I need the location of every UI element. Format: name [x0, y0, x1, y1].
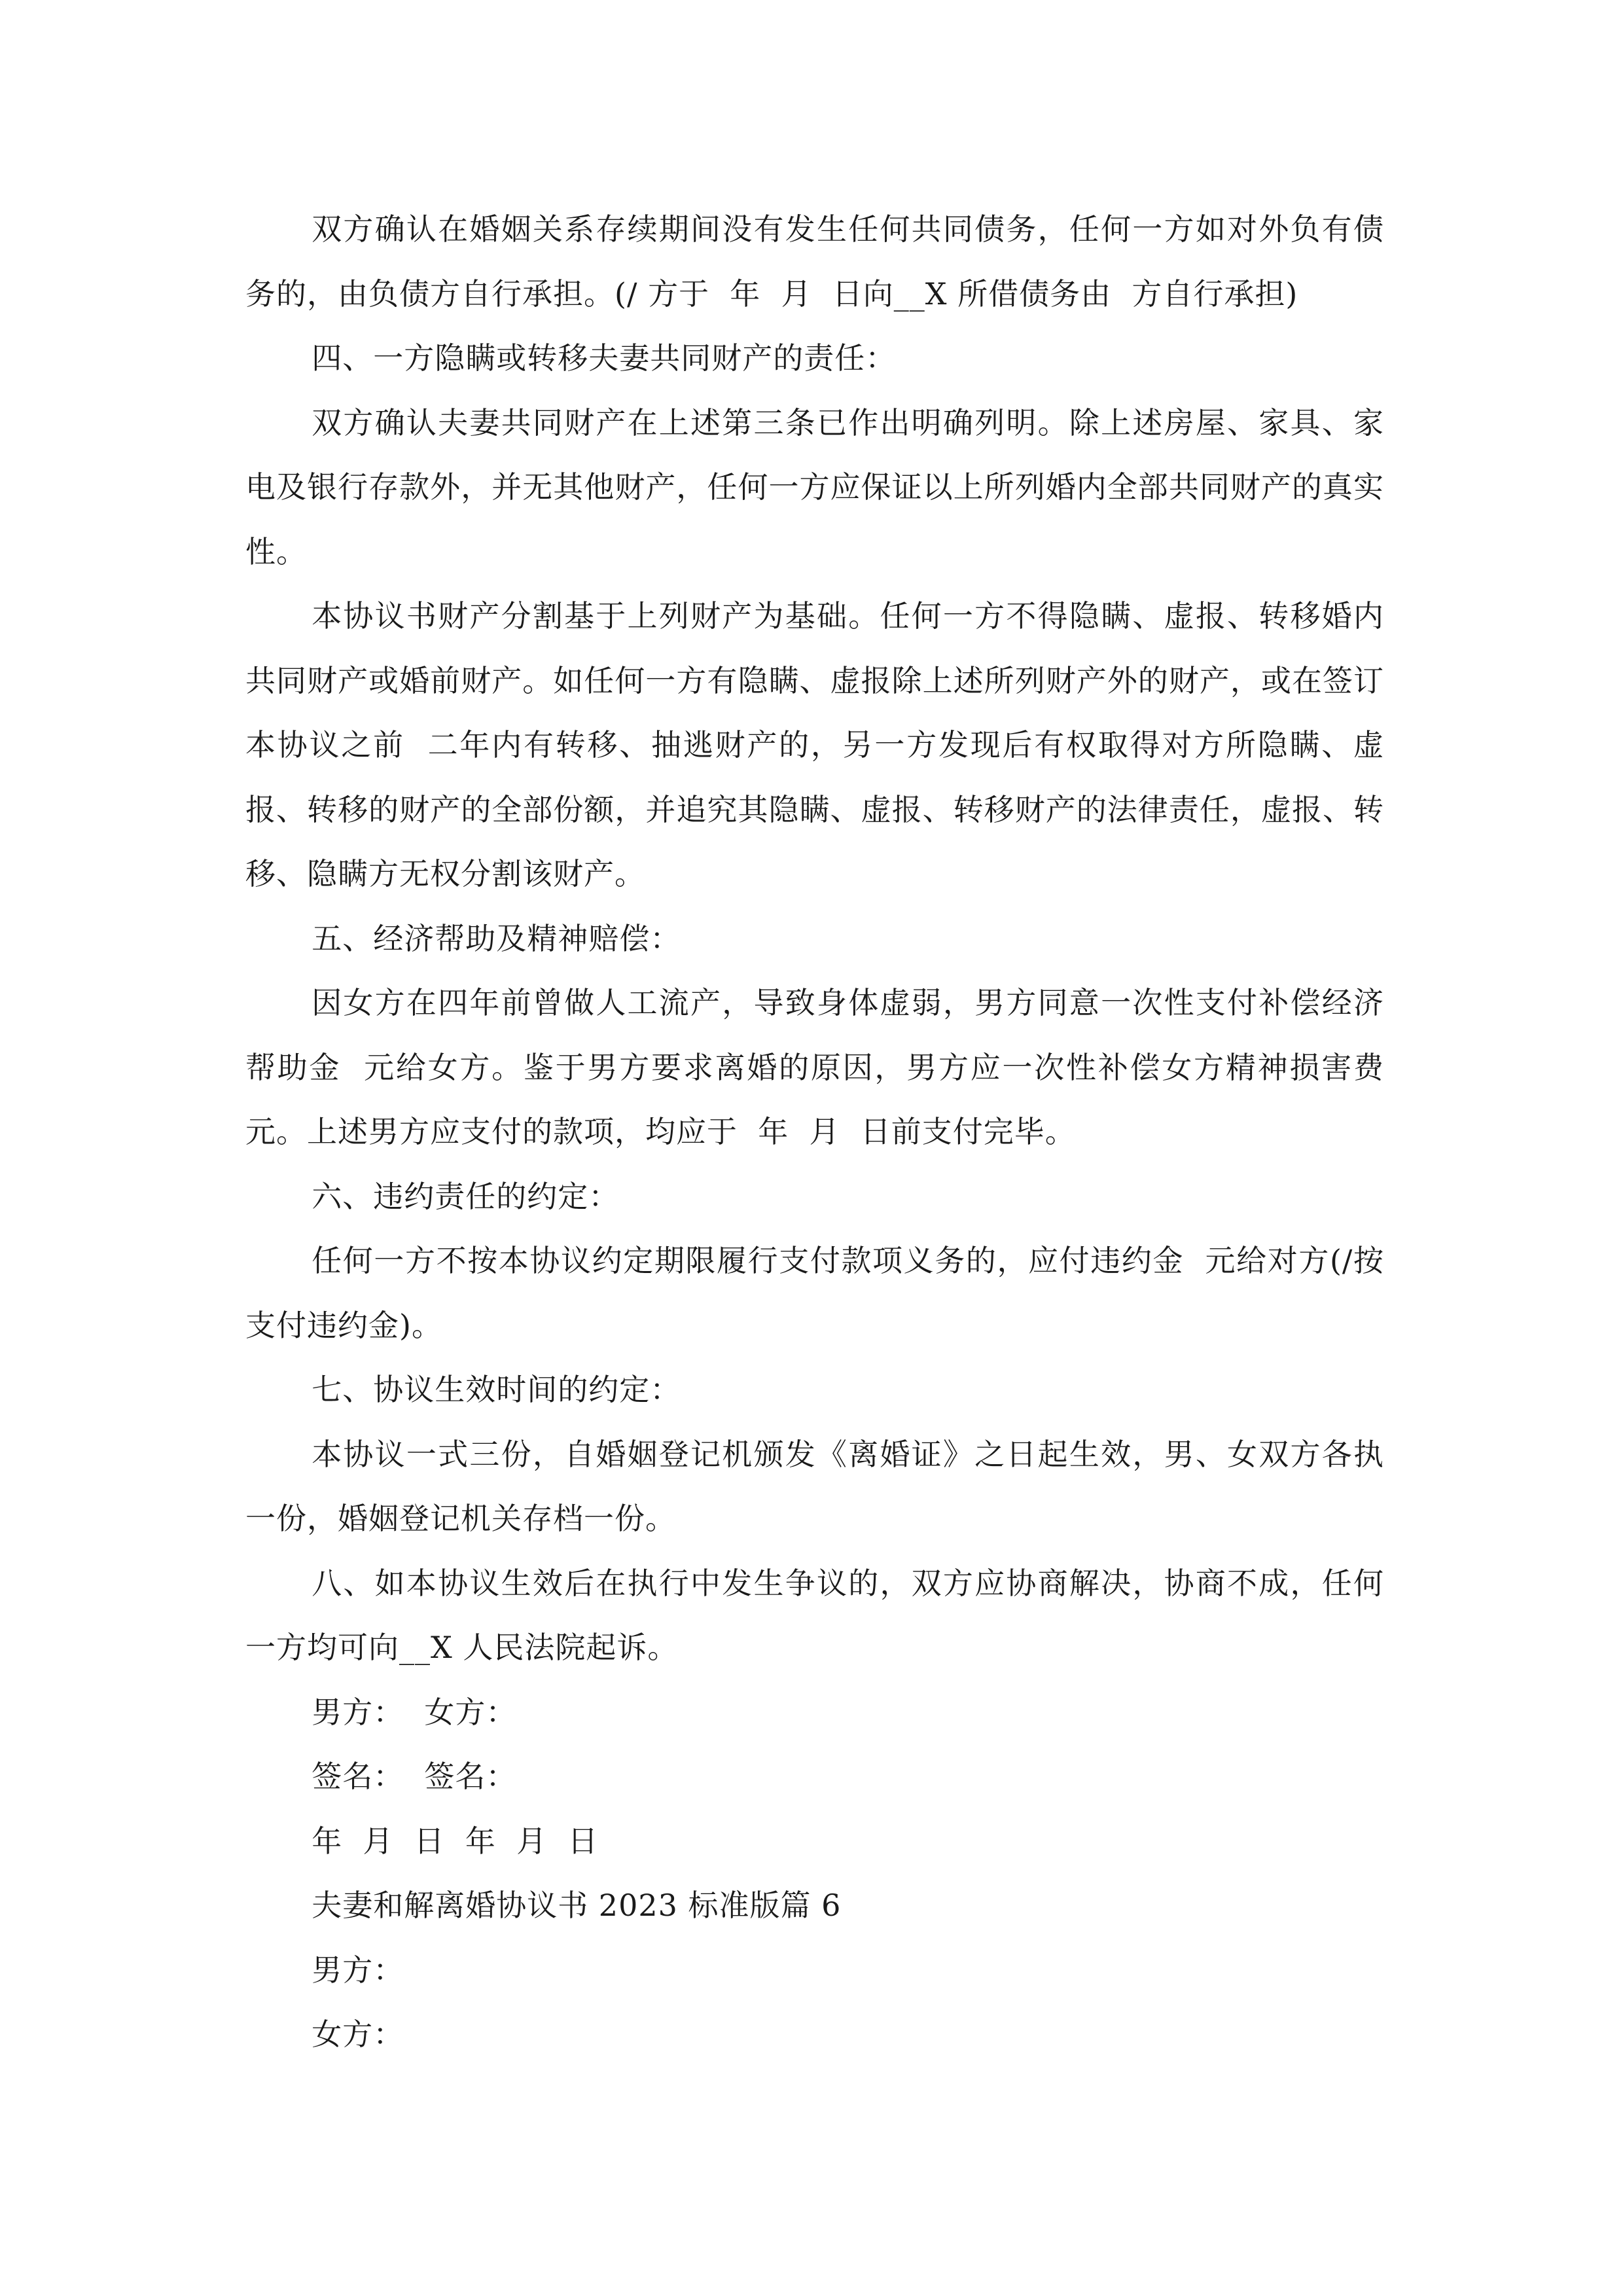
section-heading-4: 四、一方隐瞒或转移夫妻共同财产的责任： [312, 340, 897, 376]
next-agreement-male-party: 男方： [312, 1952, 404, 1988]
paragraph-compensation: 因女方在四年前曾做人工流产，导致身体虚弱，男方同意一次性支付补偿经济帮助金 元给女方。鉴于男方要求离婚的原因，男方应一次性补偿女方精神损害费 元。上述男方应支付的款项，均应于 年 月 日前支付完毕。 [245, 985, 1405, 1149]
section-heading-7: 七、协议生效时间的约定： [312, 1372, 681, 1407]
next-agreement-female-party: 女方： [312, 2017, 404, 2052]
paragraph-dispute: 八、如本协议生效后在执行中发生争议的，双方应协商解决，协商不成，任何一方均可向__X 人民法院起诉。 [245, 1565, 1384, 1665]
document-body [245, 197, 1405, 2067]
paragraph-property-confirmation: 双方确认夫妻共同财产在上述第三条已作出明确列明。除上述房屋、家具、家电及银行存款外，并无其他财产，任何一方应保证以上所列婚内全部共同财产的真实性。 [245, 404, 1384, 569]
signature-parties-line: 男方： 女方： [312, 1694, 517, 1730]
section-heading-6: 六、违约责任的约定： [312, 1178, 620, 1214]
paragraph-liability: 任何一方不按本协议约定期限履行支付款项义务的，应付违约金 元给对方(/按 支付违约金)。 [245, 1243, 1405, 1343]
paragraph-effective-time: 本协议一式三份，自婚姻登记机颁发《离婚证》之日起生效，男、女双方各执一份，婚姻登记机关存档一份。 [245, 1436, 1384, 1536]
next-agreement-title: 夫妻和解离婚协议书 2023 标准版篇 6 [312, 1888, 842, 1923]
paragraph-debt-confirmation: 双方确认在婚姻关系存续期间没有发生任何共同债务，任何一方如对外负有债务的，由负债方自行承担。(/ 方于 年 月 日向__X 所借债务由 方自行承担) [245, 211, 1384, 312]
signature-date-line: 年 月 日 年 月 日 [312, 1823, 599, 1859]
paragraph-property-division: 本协议书财产分割基于上列财产为基础。任何一方不得隐瞒、虚报、转移婚内共同财产或婚前财产。如任何一方有隐瞒、虚报除上述所列财产外的财产，或在签订本协议之前 二年内有转移、抽逃财产的，另一方发现后有权取得对方所隐瞒、虚报、转移的财产的全部份额，并追究其隐瞒、虚报、转移财产的法律责任，虚报、转移、隐瞒方无权分割该财产。 [245, 598, 1384, 891]
section-heading-5: 五、经济帮助及精神赔偿： [312, 920, 681, 956]
signature-names-line: 签名： 签名： [312, 1759, 517, 1794]
